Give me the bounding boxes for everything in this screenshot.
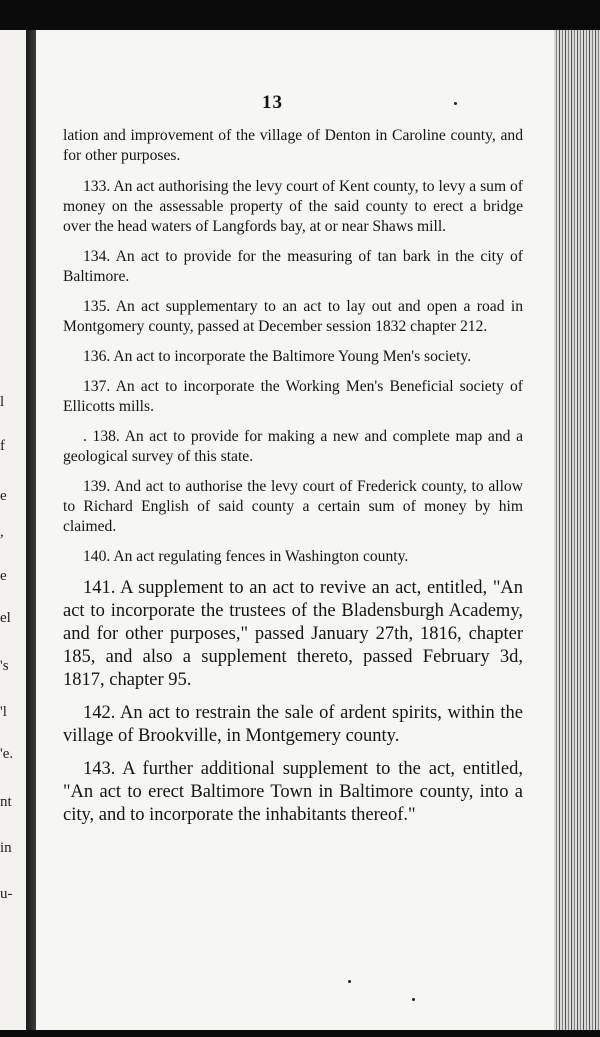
ink-speck	[412, 998, 415, 1001]
act-entry: 136. An act to incorporate the Baltimore Young Men's society.	[83, 348, 472, 365]
act-entry: 139. And act to authorise the levy court of Frederick county, to allow to Richard English of said county a certain sum of money by him claimed.	[63, 478, 523, 535]
left-page-fragment: el	[0, 610, 11, 626]
left-page-fragment: e	[0, 568, 7, 584]
opening-paragraph: lation and improvement of the village of Denton in Caroline county, and for other purposes.	[63, 127, 523, 164]
book-page	[36, 30, 554, 1030]
ink-speck	[348, 980, 351, 983]
left-page-fragment: l	[0, 394, 5, 410]
left-page-fragment: nt	[0, 794, 12, 810]
left-page-fragment: e	[0, 488, 7, 504]
left-page-fragment: 'e.	[0, 746, 14, 762]
book-gutter	[26, 30, 36, 1030]
act-entry: 140. An act regulating fences in Washington county.	[83, 548, 409, 565]
act-entry: . 138. An act to provide for making a new and complete map and a geological survey of this state.	[63, 428, 523, 465]
act-entry-large: 143. A further additional supplement to the act, entitled, "An act to erect Baltimore Town in Baltimore county, into a city, and to incorporate the inhabitants thereof."	[63, 759, 523, 825]
left-page-fragment: f	[0, 438, 5, 454]
act-entry-large: 141. A supplement to an act to revive an act, entitled, "An act to incorporate the trustees of the Bladensburgh Academy, and for other purposes," passed January 27th, 1816, chapter 185, and also a supplement thereto, passed February 3d, 1817, chapter 95.	[63, 578, 523, 690]
act-entry: 135. An act supplementary to an act to lay out and open a road in Montgomery county, passed at December session 1832 chapter 212.	[63, 298, 523, 335]
ink-speck	[454, 102, 457, 105]
page-content	[63, 126, 523, 837]
left-page-fragment: 'l	[0, 704, 7, 720]
page-number: 13	[262, 92, 283, 113]
left-page-fragment: 's	[0, 658, 9, 674]
left-page-fragment: ,	[0, 524, 4, 540]
page-edge-stack	[554, 30, 600, 1030]
left-page-edge	[0, 30, 26, 1030]
left-page-fragment: u-	[0, 886, 13, 902]
act-entry: 137. An act to incorporate the Working Men's Beneficial society of Ellicotts mills.	[63, 378, 523, 415]
act-entry-large: 142. An act to restrain the sale of ardent spirits, within the village of Brookville, in Montgemery county.	[63, 703, 523, 746]
act-entry: 134. An act to provide for the measuring of tan bark in the city of Baltimore.	[63, 248, 523, 285]
act-entry: 133. An act authorising the levy court of Kent county, to levy a sum of money on the assessable property of the said county to erect a bridge over the head waters of Langfords bay, at or near Shaws mill.	[63, 178, 523, 235]
left-page-fragment: in	[0, 840, 12, 856]
